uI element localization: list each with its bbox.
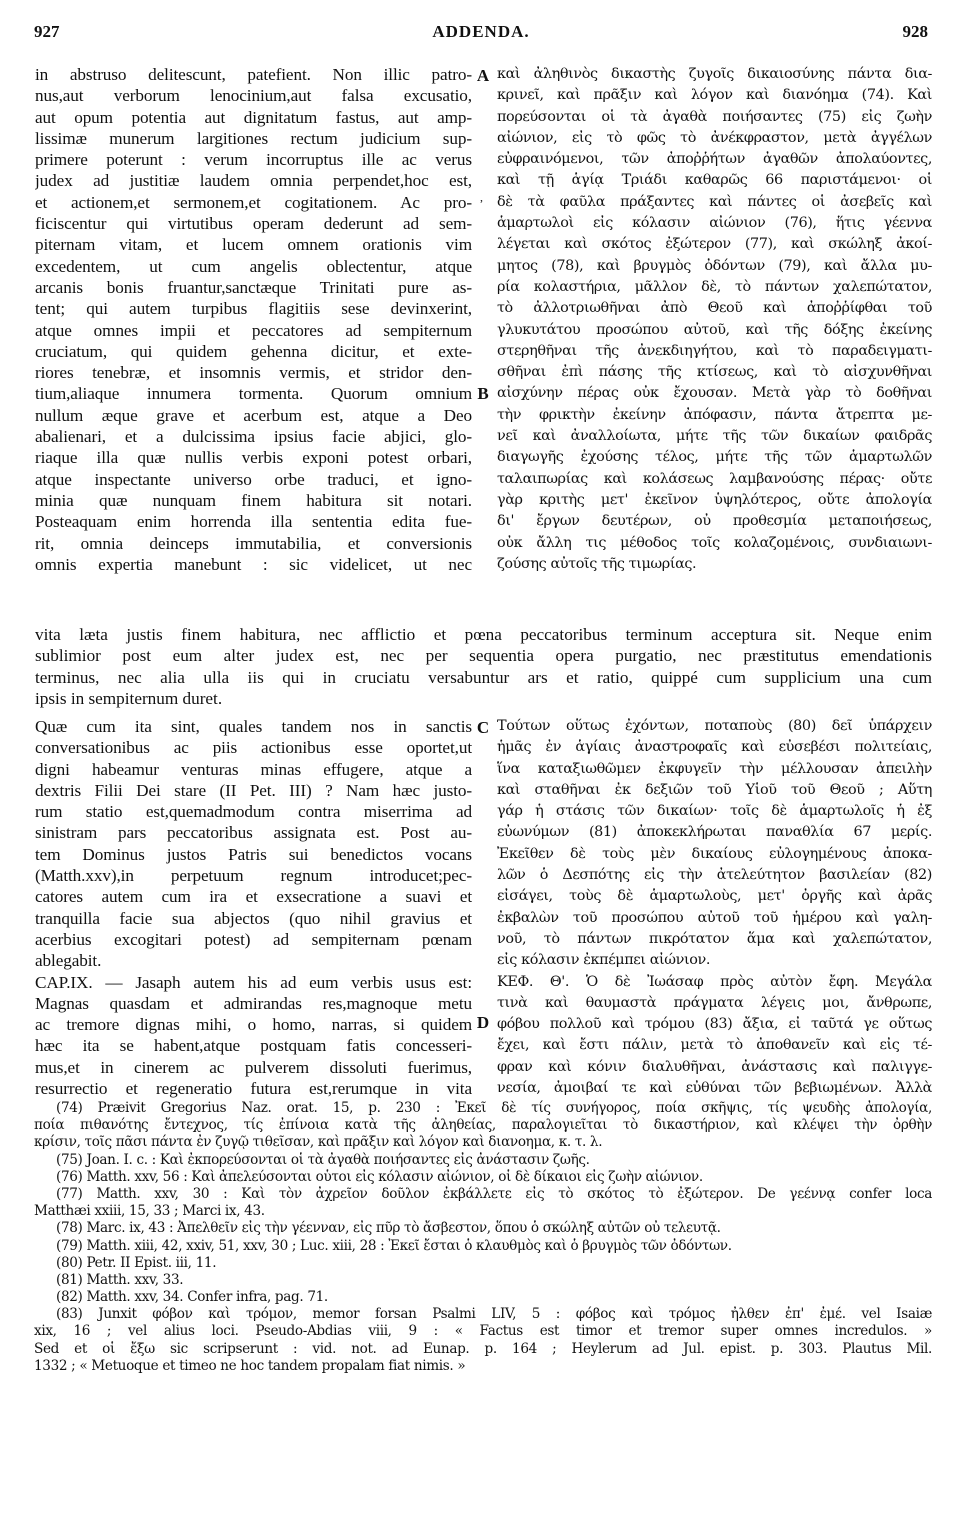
latin-text-line: Posteaquam enim horrenda illa sententia edita fue- [35, 512, 472, 532]
greek-text-line: διαγωγῆς ἐχούσης τέλος, μήτε τῆς τῶν ἁμαρτωλῶν [497, 449, 932, 466]
latin-text-line: Magnas quasdam et admirandas res,magnoque metu [35, 993, 472, 1013]
greek-text-line: εὐωνύμων (81) ἀποκεκλήρωται παναθλία 67 μερίς. [497, 824, 932, 841]
latin-text-line: tium,aliaque innumera tormenta. Quorum omnium [35, 384, 472, 404]
greek-text-line: γλυκυτάτου προσώπου αὐτοῦ, καὶ τῆς δόξης ἐκείνης [497, 321, 932, 338]
footnote-line: Matthæi xxiii, 15, 33 ; Marci ix, 43. [34, 1203, 265, 1220]
greek-text-line: εἰσάγει, τοὺς δὲ ἁμαρτωλοὺς, μετ' ὀργῆς καὶ ἀρᾶς [497, 888, 932, 905]
greek-text-line: νεῖ καὶ ἀναλλοίωτα, μήτε τῆς τῶν δικαίων φαιδρᾶς [497, 428, 932, 445]
greek-text-line: ΚΕΦ. Θ'. Ὁ δὲ Ἰωάσαφ πρὸς αὐτὸν ἔφη. Μεγάλα [497, 973, 932, 990]
greek-column-1 [497, 64, 932, 575]
latin-text-line: minia quæ nunquam finem habitura sit notari. [35, 490, 472, 510]
latin-text-line: hæc ita se habent,atque postquam fatis concesseri- [35, 1036, 472, 1056]
footnote-line: xix, 16 ; vel alius loci. Pseudo-Abdias viii, 9 : « Factus est timor et tremor super omnes incredulos. » [34, 1323, 932, 1340]
greek-text-line: ἔχει, καὶ ἔστι πάλιν, μετὰ τὸ ἀποθανεῖν καὶ εἰς τέ- [497, 1037, 932, 1054]
greek-text-line: πορεύσονται οἱ τὰ ἀγαθὰ ποιήσαντες (75) εἰς ζωὴν [497, 108, 932, 125]
margin-mark: , [480, 190, 483, 204]
latin-text-line: riores tenebræ, et insomnis vermis, et stridor den- [35, 363, 472, 383]
greek-text-line: γάρ ἡ στάσις τῶν δικαίων· τοῖς δὲ ἁμαρτωλοῖς ἡ ἐξ [497, 803, 932, 820]
latin-text-line: conversationibus ac piis actionibus esse oportet,ut [35, 738, 472, 758]
footnote-line: (76) Matth. xxv, 56 : Καὶ ἀπελεύσονται οὗτοι εἰς κόλασιν αἰώνιον, οἱ δὲ δίκαιοι εἰς ζωὴν αἰώνιον. [56, 1168, 703, 1185]
greek-text-line: ρία κολαστήρια, μᾶλλον δὲ, τὸ πάντων χαλεπώτατον, [497, 278, 932, 295]
page-number-left: 927 [34, 22, 60, 41]
greek-text-line: Ἐκεῖθεν δὲ τοὺς μὲν δικαίους εὐλογημένους ἀποκα- [497, 845, 932, 862]
latin-column-2 [35, 716, 472, 1099]
greek-text-line: ἵνα καταξιωθῶμεν ἐκφυγεῖν τὴν μέλλουσαν ἀπειλὴν [497, 760, 932, 777]
margin-letter-a: A [476, 66, 490, 85]
greek-text-line: ζούσης αὐτοῖς τῆς τιμωρίας. [497, 555, 697, 572]
greek-text-line: τινὰ καὶ θαυμαστὰ πράγματα λέγεις μοι, ἄνθρωπε, [497, 994, 932, 1011]
greek-text-line: ταλαιπωρίας καὶ κολάσεως λαμβανούσης πέρας· οὔτε [497, 470, 932, 487]
greek-text-line: λέγεται καὶ σκότος ἐξώτερον (77), καὶ σκώληξ ἀκοί- [497, 236, 932, 253]
greek-text-line: αἰσχύνην πέρας οὐκ ἔχουσαν. Μετὰ γὰρ τὸ δοθῆναι [497, 385, 932, 402]
latin-text-line: digni habeamur venturas minas effugere, atque a [35, 759, 472, 779]
latin-text-line: sublimior post eum alter judex est, nec per sequentia opera purgatio, nec præstitutus emendationis [35, 646, 932, 666]
latin-text-line: piternam vitam, et lucem omnem orationis vim [35, 235, 472, 255]
latin-text-line: lissimæ munerum largitiones rectum judicium sup- [35, 128, 472, 148]
greek-text-line: λῶν ὁ Δεσπότης εἰς τὴν ἀτελεύτητον βασιλείαν (82) [497, 867, 932, 884]
latin-text-line: ac tremore dignas mihi, o homo, narras, si quidem [35, 1015, 472, 1035]
greek-text-line: ἡμᾶς ἐν ἁγίαις ἀναστροφαῖς καὶ εὐσεβέσι πολιτείαις, [497, 739, 932, 756]
latin-text-line: abalienari, et a dulcissima ipsius facie abjici, glo- [35, 427, 472, 447]
greek-text-line: νεσία, ἀμοιβαί τε καὶ εὐθύναι τῶν βεβιωμένων. Ἀλλὰ [497, 1080, 932, 1097]
greek-text-line: ἁμαρτωλοὶ εἰς κόλασιν αἰώνιον (76), ἥτις γέεννα [497, 215, 932, 232]
margin-letter-c: C [476, 718, 490, 737]
latin-text-line: atque omnes impii et peccatores ad sempiternum [35, 320, 472, 340]
footnote-line: Sed et οἱ ἔξω sic scripserunt : vid. not. ad Eunap. p. 164 ; Heylerum ad Jul. epist. p. 303. Plautus Mil. [34, 1340, 932, 1357]
latin-text-line: primere poterunt : verum incorruptus ille ac verus [35, 150, 472, 170]
latin-text-line: terminus, nec alia ulla iis qui in cruciatu versabuntur ars et ratio, quippé cum supplicium una cum [35, 667, 932, 687]
greek-text-line: ἐκβαλὼν τοῦ προσώπου αὐτοῦ τοῦ ἡμέρου καὶ γαλη- [497, 909, 932, 926]
greek-text-line: δι' ἔργων δευτέρων, οὐ προθεσμία μεταποιήσεως, [497, 513, 932, 530]
latin-text-line: tem Dominus justos Patris sui benedictos vocans [35, 844, 472, 864]
greek-text-line: εἰς κόλασιν ἐκπέμπει αἰώνιον. [497, 952, 711, 969]
greek-text-line: εὐφραινόμενοι, τῶν ἀποῤῥήτων ἀγαθῶν ἀπολαύοντες, [497, 151, 932, 168]
latin-text-line: judex ad justitiæ laudem omnia perpendet,hoc est, [35, 171, 472, 191]
latin-text-line: nus,aut verborum lenocinium,aut falsa excusatio, [35, 86, 472, 106]
greek-text-line: καὶ ἀληθινὸς δικαστὴς ζυγοῖς δικαιοσύνης πάντα δια- [497, 66, 932, 82]
latin-text-line: mus,et in cinerem ac pulverem dissoluti fuerimus, [35, 1057, 472, 1077]
greek-text-line: μητος (78), καὶ βρυγμὸς ὀδόντων (79), καὶ ἄλλα μυ- [497, 257, 932, 274]
greek-text-line: φόβου πολλοῦ καὶ τρόμου (83) ἄξια, εἰ ταῦτά γε οὕτως [497, 1016, 932, 1033]
greek-column-2 [497, 716, 932, 1099]
latin-text-line: tranquilla facie sua abjectos (quo nihil gravius et [35, 908, 472, 928]
page-header [34, 22, 928, 48]
latin-text-line: ipsis in sempiternum duret. [35, 688, 223, 708]
greek-text-line: στερηθῆναι τῆς ἀνεκδιηγήτου, καὶ τὸ παραδειγματι- [497, 342, 932, 359]
latin-text-line: omnis expertia manebunt : sic videlicet, ut nec [35, 554, 472, 574]
latin-text-line: CAP.IX. — Jasaph autem his ad eum verbis usus est: [35, 972, 472, 992]
latin-text-line: et actionem,et sermonem,et cogitationem. Ac pro- [35, 192, 472, 212]
latin-text-line: dextris Filii Dei stare (II Pet. III) ? Nam hæc justo- [35, 780, 472, 800]
greek-text-line: γὰρ κριτὴς μετ' ἐκεῖνον ὑψηλότερος, οὔτε ἀπολογία [497, 491, 932, 508]
latin-text-line: rit, omnia deinceps immutabilia, et conversionis [35, 533, 472, 553]
margin-letter-d: D [476, 1013, 490, 1032]
footnote-line: (77) Matth. xxv, 30 : Καὶ τὸν ἀχρεῖον δοῦλον ἐκβάλλετε εἰς τὸ σκότος τὸ ἐξώτερον. De γεέννᾳ confer loca [56, 1185, 932, 1202]
greek-text-line: τὸ ἀλλοτριωθῆναι ἀπὸ Θεοῦ καὶ ἀποῤῥίφθαι τοῦ [497, 300, 932, 317]
latin-text-line: resurrectio et regeneratio futura est,rerumque in vita [35, 1079, 472, 1099]
footnote-line: (75) Joan. I. c. : Καὶ ἐκπορεύσονται οἱ τὰ ἀγαθὰ ποιήσαντες εἰς ἀνάστασιν ζωῆς. [56, 1151, 590, 1168]
latin-text-line: (Matth.xxv),in perpetuum regnum introducet;pec- [35, 866, 472, 886]
page-number-right: 928 [902, 22, 928, 41]
latin-full-width-paragraph [35, 624, 932, 709]
greek-text-line: καὶ τῇ ἁγίᾳ Τριάδι καθαρῶς 66 παριστάμενοι· οἱ [497, 172, 932, 189]
latin-text-line: cruciatum, qui quidem gehenna dicitur, et exte- [35, 341, 472, 361]
latin-text-line: Quæ cum ita sint, quales tandem nos in sanctis [35, 717, 472, 736]
greek-text-line: καὶ σταθῆναι ἐκ δεξιῶν τοῦ Υἱοῦ τοῦ Θεοῦ ; Αὕτη [497, 781, 932, 798]
greek-text-line: δὲ τὰ φαῦλα πράξαντες καὶ πάντες οἱ ἀσεβεῖς καὶ [497, 193, 932, 210]
latin-text-line: acerbius excogitari potest) ad sempiternam pœnam [35, 929, 472, 949]
greek-text-line: φραν καὶ κόνιν διαλυθῆναι, ἀνάστασις καὶ παλιγγε- [497, 1058, 932, 1075]
greek-text-line: κρινεῖ, καὶ πρᾶξιν καὶ λόγον καὶ διανόημα (74). Καὶ [497, 87, 932, 104]
footnote-line: (82) Matth. xxv, 34. Confer infra, pag. 71. [56, 1289, 328, 1306]
latin-text-line: sinistram pars peccatoribus assignata est. Post au- [35, 823, 472, 843]
margin-letter-b: B [477, 384, 489, 403]
footnote-line: (79) Matth. xiii, 42, xxiv, 51, xxv, 30 ; Luc. xiii, 28 : Ἐκεῖ ἔσται ὁ κλαυθμὸς καὶ ὁ βρυγμὸς τῶν ὀδόντων. [56, 1237, 732, 1254]
latin-text-line: ficiscentur qui virtutibus operam dederunt ad sem- [35, 214, 472, 234]
latin-text-line: atque inspectante universo orbe traduci, et igno- [35, 469, 472, 489]
footnote-line: (83) Junxit φόβον καὶ τρόμον, memor forsan Psalmi LIV, 5 : φόβος καὶ τρόμος ἦλθεν ἐπ' ἐμέ. vel Isaiæ [56, 1306, 932, 1323]
footnote-line: (74) Præivit Gregorius Naz. orat. 15, p. 230 : Ἐκεῖ δὲ τίς συνήγορος, ποία σκῆψις, τίς ψευδὴς ἀπολογία, [56, 1100, 932, 1116]
footnote-line: ποία πιθανότης ἔντεχνος, τίς ἐπίνοια κατὰ τῆς ἀληθείας, παραλογιεῖται τὸ δικαστήριον, καὶ κλέψει τὴν ὀρθὴν [34, 1117, 932, 1134]
latin-text-line: nullum æque grave et acerbum est, atque a Deo [35, 405, 472, 425]
latin-text-line: arcanis bonis fruantur,sanctæque Trinitati pure as- [35, 277, 472, 297]
greek-text-line: σθῆναι ἐπὶ πάσης τῆς κτίσεως, καὶ τὸ αἰσχυνθῆναι [497, 364, 932, 381]
latin-text-line: vita læta justis finem habitura, nec afflictio et pœna peccatoribus terminum acceptura sit. Neque enim [35, 625, 932, 644]
footnote-line: (80) Petr. II Epist. iii, 11. [56, 1254, 217, 1271]
footnote-line: 1332 ; « Metuoque et timeo ne hoc tandem propalam fiat nimis. » [34, 1357, 466, 1374]
footnote-line: (78) Marc. ix, 43 : Ἀπελθεῖν εἰς τὴν γέενναν, εἰς πῦρ τὸ ἄσβεστον, ὅπου ὁ σκώληξ αὐτῶν οὐ τελευτᾷ. [56, 1220, 721, 1237]
latin-text-line: excedentem, ut cum angelis oblectentur, atque [35, 256, 472, 276]
latin-text-line: in abstruso delitescunt, patefient. Non illic patro- [35, 65, 472, 84]
footnote-line: κρίσιν, τοῖς πᾶσι πάντα ἐν ζυγῷ τιθεῖσαν, καὶ πρᾶξιν καὶ λόγον καὶ διανοημα, κ. τ. λ. [34, 1134, 603, 1151]
running-title: ADDENDA. [432, 22, 530, 41]
footnotes [34, 1100, 932, 1375]
latin-text-line: riaque illa quæ nullis verbis exponi potest orbari, [35, 448, 472, 468]
latin-text-line: ablegabit. [35, 951, 102, 971]
latin-text-line: catores autem cum ira et exsecratione a suavi et [35, 887, 472, 907]
greek-text-line: τὴν φρικτὴν ἐκείνην ἀπόφασιν, πάντα ἄτρεπτα με- [497, 406, 932, 423]
greek-text-line: νοῦ, τὸ πάντων πικρότατον ἅμα καὶ χαλεπώτατον, [497, 930, 932, 947]
latin-text-line: aut opum potentia aut dignitatum fastus, aut amp- [35, 107, 472, 127]
footnote-line: (81) Matth. xxv, 33. [56, 1271, 184, 1288]
greek-text-line: αἰώνιον, εἰς τὸ φῶς τὸ ἀνέκφραστον, μετὰ ἀγγέλων [497, 129, 932, 146]
latin-column-1 [35, 64, 472, 575]
greek-text-line: οὐκ ἄλλη τις μέθοδος τοῖς κολαζομένοις, συνδιαιωνι- [497, 534, 932, 551]
latin-text-line: rum statio est,quemadmodum contra miserrima ad [35, 802, 472, 822]
greek-text-line: Τούτων οὕτως ἐχόντων, ποταποὺς (80) δεῖ ὑπάρχειν [497, 718, 932, 734]
latin-text-line: tent; qui autem turpibus flagitiis sese devinxerint, [35, 299, 472, 319]
